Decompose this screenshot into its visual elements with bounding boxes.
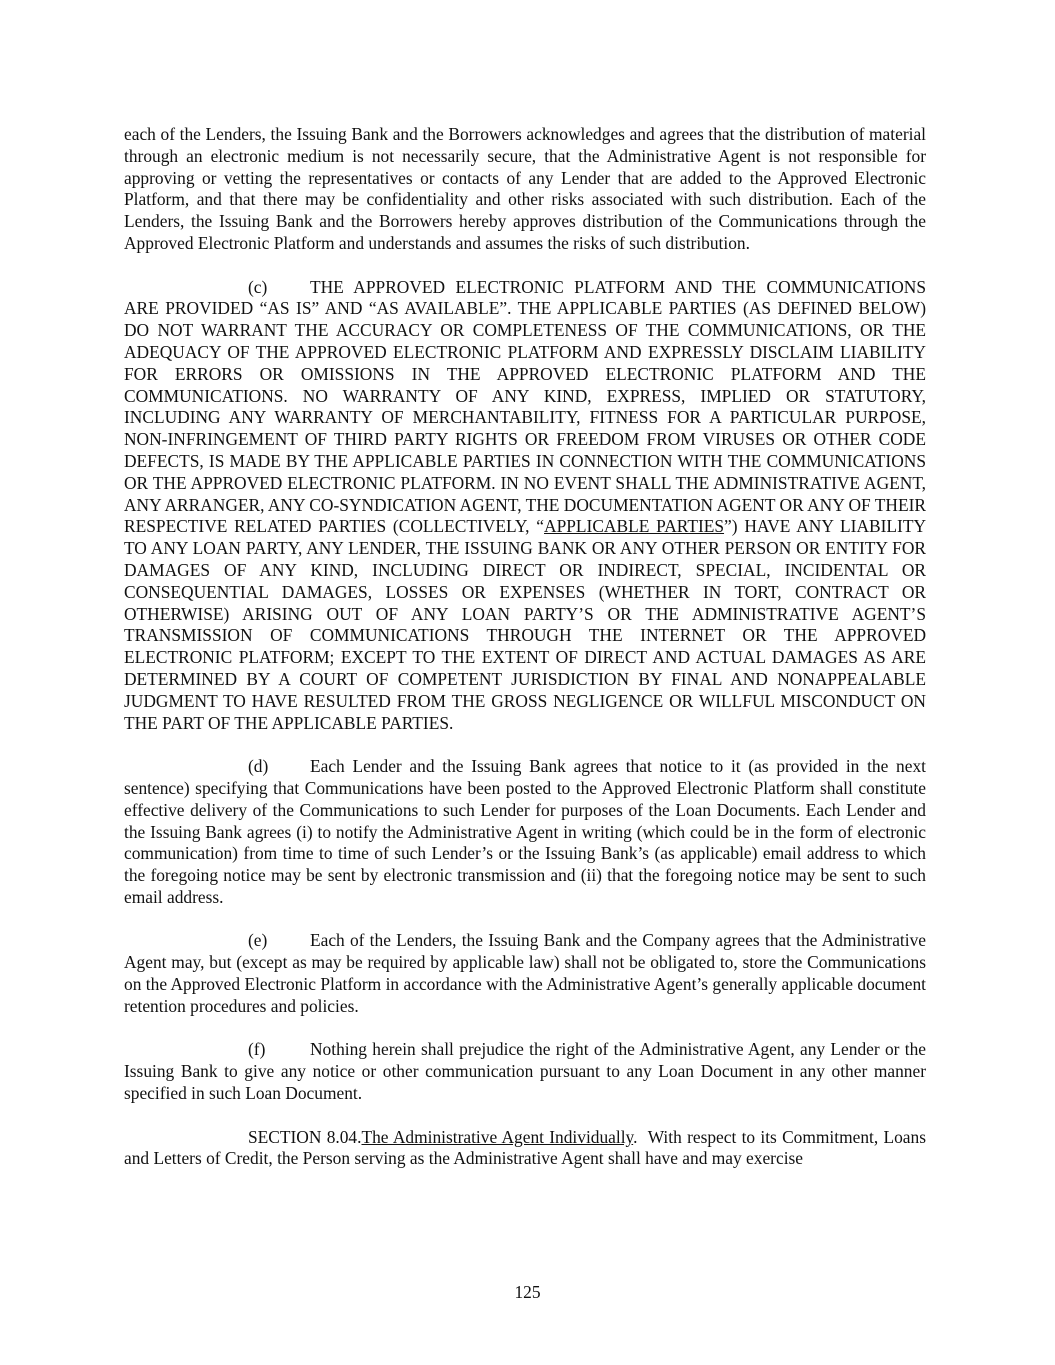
document-page	[124, 124, 926, 1192]
paragraph-f-label: (f)	[248, 1039, 266, 1060]
section-8-04	[124, 1127, 926, 1171]
paragraph-d	[124, 756, 926, 909]
paragraph-c-label: (c)	[248, 276, 268, 297]
section-number: SECTION 8.04.	[248, 1126, 362, 1147]
paragraph-intro	[124, 124, 926, 255]
defined-term-applicable-parties: APPLICABLE PARTIES	[544, 516, 725, 537]
paragraph-f	[124, 1039, 926, 1104]
page-number: 125	[514, 1282, 541, 1302]
paragraph-e	[124, 930, 926, 1017]
section-text: With respect to its Commitment, Loans and Letters of Credit, the Person serving as the Administrative Agent shall have and may exercise	[124, 1126, 926, 1169]
paragraph-c-text-after: ”) HAVE ANY LIABILITY TO ANY LOAN PARTY, ANY LENDER, THE ISSUING BANK OR ANY OTHER PERSON OR ENTITY FOR DAMAGES OF ANY KIND, INCLUDING DIRECT OR INDIRECT, SPECIAL, INCIDENTAL OR CONSEQUENTIAL DAMAGES, LOSSES OR EXPENSES (WHETHER IN TORT, CONTRACT OR OTHERWISE) ARISING OUT OF ANY LOAN PARTY’S OR THE ADMINISTRATIVE AGENT’S TRANSMISSION OF COMMUNICATIONS THROUGH THE INTERNET OR THE APPROVED ELECTRONIC PLATFORM; EXCEPT TO THE EXTENT OF DIRECT AND ACTUAL DAMAGES AS ARE DETERMINED BY A COURT OF COMPETENT JURISDICTION BY FINAL AND NONAPPEALABLE JUDGMENT TO HAVE RESULTED FROM THE GROSS NEGLIGENCE OR WILLFUL MISCONDUCT ON THE PART OF THE APPLICABLE PARTIES.	[124, 516, 927, 733]
section-heading-punct: .	[633, 1126, 638, 1147]
paragraph-d-text: Each Lender and the Issuing Bank agrees that notice to it (as provided in the next sentence) specifying that Communications have been posted to the Approved Electronic Platform shall constitute effective delivery of the Communications to such Lender for purposes of the Loan Documents. Each Lender and the Issuing Bank agrees (i) to notify the Administrative Agent in writing (which could be in the form of electronic communication) from time to time of such Lender’s or the Issuing Bank’s (as applicable) email address to which the foregoing notice may be sent by electronic transmission and (ii) that the foregoing notice may be sent to such email address.	[124, 756, 926, 907]
section-heading: The Administrative Agent Individually	[361, 1126, 634, 1147]
paragraph-c	[124, 277, 926, 735]
paragraph-e-label: (e)	[248, 930, 268, 951]
paragraph-f-text: Nothing herein shall prejudice the right of the Administrative Agent, any Lender or the Issuing Bank to give any notice or other communication pursuant to any Loan Document in any other manner specified in such Loan Document.	[124, 1039, 926, 1104]
paragraph-intro-text: each of the Lenders, the Issuing Bank and the Borrowers acknowledges and agrees that the distribution of material through an electronic medium is not necessarily secure, that the Administrative Agent is not responsible for approving or vetting the representatives or contacts of any Lender that are added to the Approved Electronic Platform, and that there may be confidentiality and other risks associated with such distribution. Each of the Lenders, the Issuing Bank and the Borrowers hereby approves distribution of the Communications through the Approved Electronic Platform and understands and assumes the risks of such distribution.	[124, 124, 926, 253]
paragraph-c-text-before: THE APPROVED ELECTRONIC PLATFORM AND THE COMMUNICATIONS ARE PROVIDED “AS IS” AND “AS AVAILABLE”. THE APPLICABLE PARTIES (AS DEFINED BELOW) DO NOT WARRANT THE ACCURACY OR COMPLETENESS OF THE COMMUNICATIONS, OR THE ADEQUACY OF THE APPROVED ELECTRONIC PLATFORM AND EXPRESSLY DISCLAIM LIABILITY FOR ERRORS OR OMISSIONS IN THE APPROVED ELECTRONIC PLATFORM AND THE COMMUNICATIONS. NO WARRANTY OF ANY KIND, EXPRESS, IMPLIED OR STATUTORY, INCLUDING ANY WARRANTY OF MERCHANTABILITY, FITNESS FOR A PARTICULAR PURPOSE, NON-INFRINGEMENT OF THIRD PARTY RIGHTS OR FREEDOM FROM VIRUSES OR OTHER CODE DEFECTS, IS MADE BY THE APPLICABLE PARTIES IN CONNECTION WITH THE COMMUNICATIONS OR THE APPROVED ELECTRONIC PLATFORM. IN NO EVENT SHALL THE ADMINISTRATIVE AGENT, ANY ARRANGER, ANY CO-SYNDICATION AGENT, THE DOCUMENTATION AGENT OR ANY OF THEIR RESPECTIVE RELATED PARTIES (COLLECTIVELY, “	[124, 276, 926, 537]
paragraph-d-label: (d)	[248, 756, 269, 777]
paragraph-e-text: Each of the Lenders, the Issuing Bank and the Company agrees that the Administrative Agent may, but (except as may be required by applicable law) shall not be obligated to, store the Communications on the Approved Electronic Platform in accordance with the Administrative Agent’s generally applicable document retention procedures and policies.	[124, 930, 926, 1016]
